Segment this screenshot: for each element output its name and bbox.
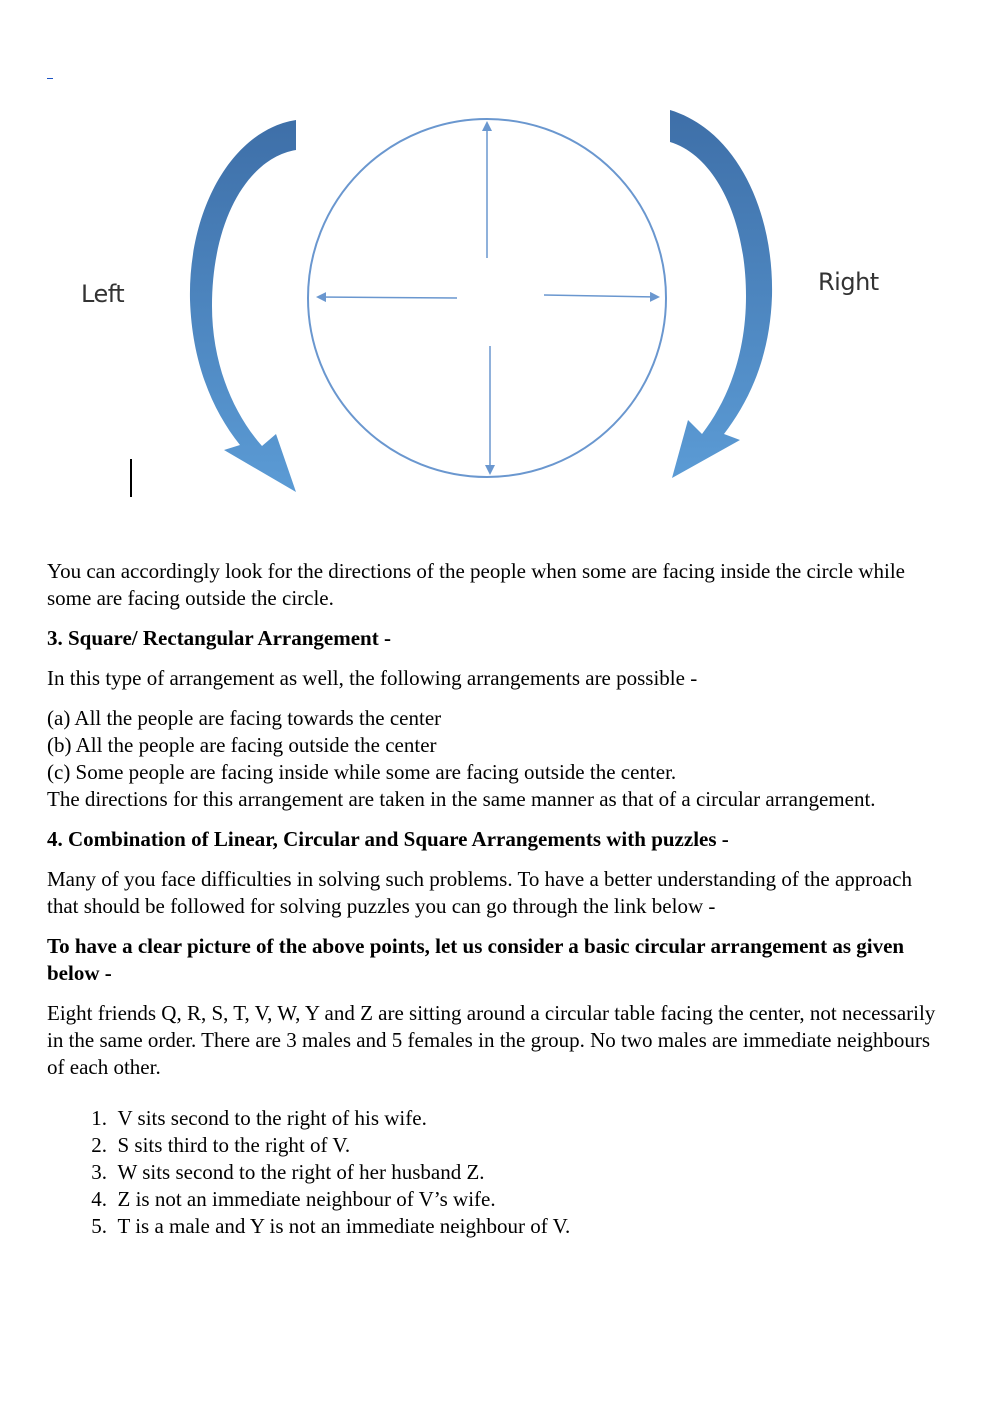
list-item [47,1132,942,1159]
list-item [47,1213,942,1240]
list-item [47,1186,942,1213]
text-cursor [130,459,132,497]
circular-direction-diagram [0,100,992,510]
square-intro-paragraph: In this type of arrangement as well, the following arrangements are possible - [47,666,698,690]
puzzle-conditions-list [47,1105,942,1240]
square-option-a: (a) All the people are facing towards the center [47,706,442,730]
right-arrow [544,295,658,297]
list-text: Z is not an immediate neighbour of V’s wife. [117,1187,496,1211]
intro-paragraph: You can accordingly look for the directions of the people when some are facing inside the circle while some are facing outside the circle. [47,559,906,610]
combination-paragraph: Many of you face difficulties in solving such problems. To have a better understanding of the approach that should be followed for solving puzzles you can go through the link below - [47,867,912,918]
list-text: T is a male and Y is not an immediate neighbour of V. [117,1214,571,1238]
left-curved-arrow [190,120,296,492]
left-arrow [318,297,457,298]
list-number: 2. [91,1133,107,1157]
list-number: 4. [91,1187,107,1211]
example-intro-bold: To have a clear picture of the above points, let us consider a basic circular arrangement as given below - [47,934,905,985]
top-link-marker[interactable] [47,66,53,79]
diagram-svg [0,100,992,510]
puzzle-paragraph: Eight friends Q, R, S, T, V, W, Y and Z are sitting around a circular table facing the center, not necessarily in the same order. There are 3 males and 5 females in the group. No two males are immediate neighbours of each other. [47,1001,936,1079]
document-body [47,558,942,1240]
list-text: S sits third to the right of V. [117,1133,351,1157]
list-number: 5. [91,1214,107,1238]
square-options [47,705,942,813]
list-number: 3. [91,1160,107,1184]
square-option-c: (c) Some people are facing inside while some are facing outside the center. [47,760,677,784]
list-item [47,1105,942,1132]
list-item [47,1159,942,1186]
right-label: Right [818,268,879,296]
list-number: 1. [91,1106,107,1130]
section-heading-square: 3. Square/ Rectangular Arrangement - [47,626,391,650]
list-text: W sits second to the right of her husband Z. [117,1160,485,1184]
square-option-b: (b) All the people are facing outside the center [47,733,437,757]
list-text: V sits second to the right of his wife. [117,1106,427,1130]
right-curved-arrow [670,110,772,478]
square-directions-note: The directions for this arrangement are taken in the same manner as that of a circular arrangement. [47,787,876,811]
left-label: Left [81,280,125,308]
section-heading-combination: 4. Combination of Linear, Circular and Square Arrangements with puzzles - [47,827,729,851]
